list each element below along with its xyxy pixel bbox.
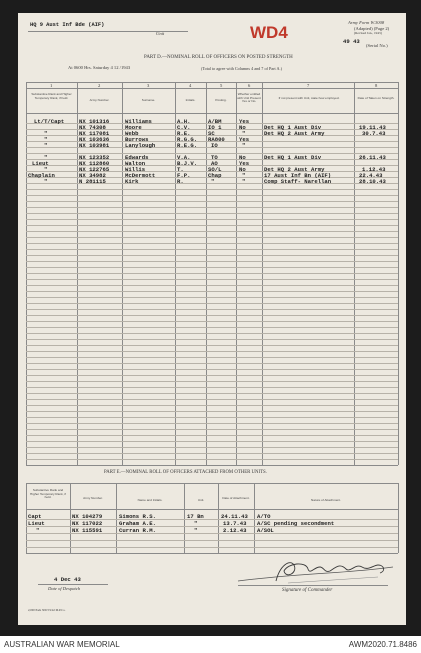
col-line	[70, 483, 71, 553]
col-line	[254, 483, 255, 553]
cell-unit: "	[194, 520, 198, 527]
cell-present: "	[242, 130, 246, 137]
cell-posting: Chap	[208, 172, 222, 179]
cell-surname: Willis	[125, 166, 146, 173]
cell-present: Yes	[239, 118, 250, 125]
cell-surname: Kirk	[125, 178, 139, 185]
part-d-bottom-border	[26, 465, 398, 466]
serial-label: (Serial No.)	[366, 43, 388, 48]
ruled-line	[26, 315, 398, 316]
ruled-line	[26, 213, 398, 214]
col-number: 4	[189, 83, 192, 88]
cell-surname: Lanylough	[125, 142, 156, 149]
cell-date: 19.11.43	[359, 124, 386, 131]
form-ref-3: (Revised Jan., 1943)	[354, 31, 382, 35]
ruled-line	[26, 363, 398, 364]
ruled-line	[26, 447, 398, 448]
e-header-unit: Unit.	[197, 498, 205, 502]
signature-label: Signature of Commander	[282, 588, 333, 593]
col-line	[26, 483, 27, 553]
ruled-line	[26, 231, 398, 232]
cell-army-number: NX 117081	[79, 130, 110, 137]
e-header-nature: Nature of Attachment.	[311, 498, 341, 502]
cell-surname: Williams	[125, 118, 152, 125]
ruled-line	[26, 291, 398, 292]
cell-name: Graham A.E.	[119, 520, 156, 527]
col-header-date: Date of Taken on Strength.	[357, 96, 395, 100]
cell-rank: Capt	[28, 513, 42, 520]
form-sheet	[18, 13, 406, 625]
cell-army-number: NX 122765	[79, 166, 110, 173]
cell-army-number: NX 103981	[79, 142, 110, 149]
ruled-line	[26, 201, 398, 202]
cell-date: 1.12.43	[362, 166, 386, 173]
cell-army-number: NX 34982	[79, 172, 106, 179]
cell-present: No	[239, 124, 246, 131]
cell-rank: Lieut	[28, 520, 45, 527]
cell-unit: "	[194, 527, 198, 534]
col-line	[184, 483, 185, 553]
cell-date: 28.10.43	[359, 178, 386, 185]
col-line	[398, 483, 399, 553]
cell-army-number: NX 104279	[72, 513, 103, 520]
cell-posting: IO	[211, 142, 218, 149]
ruled-line	[26, 249, 398, 250]
ruled-line	[26, 423, 398, 424]
handwritten-signature	[228, 553, 398, 587]
cell-rank: "	[36, 527, 40, 534]
cell-initials: C.V.	[177, 124, 191, 131]
col-number: 7	[307, 83, 310, 88]
ruled-line	[26, 273, 398, 274]
cell-rank: "	[44, 166, 48, 173]
ruled-line	[26, 261, 398, 262]
cell-name: Simons R.S.	[119, 513, 156, 520]
cell-surname: Edwards	[125, 154, 149, 161]
ruled-line	[26, 267, 398, 268]
ruled-line	[26, 327, 398, 328]
col-header-initials: Initials.	[185, 98, 196, 102]
col-number: 1	[50, 83, 53, 88]
ruled-line	[26, 333, 398, 334]
ruled-line	[26, 339, 398, 340]
cell-rank: "	[44, 130, 48, 137]
footer-institution: AUSTRALIAN WAR MEMORIAL	[4, 640, 120, 649]
header-bottom-border	[26, 113, 398, 114]
cell-posting: SO/L	[208, 166, 222, 173]
cell-present: Yes	[239, 160, 250, 167]
cell-initials: R.E.	[177, 130, 191, 137]
col-header-posting: Posting.	[215, 98, 227, 102]
ruled-line	[26, 387, 398, 388]
part-e-header-border	[26, 509, 398, 510]
cell-rank: "	[44, 178, 48, 185]
cell-initials: R.G.G.	[177, 136, 198, 143]
col-number: 6	[248, 83, 251, 88]
cell-surname: Webb	[125, 130, 139, 137]
ruled-line	[26, 411, 398, 412]
col-header-army-number: Army Number.	[89, 98, 110, 102]
wd-stamp: WD4	[250, 23, 288, 42]
cell-initials: A.H.	[177, 118, 191, 125]
cell-present: "	[242, 142, 246, 149]
ruled-line	[26, 417, 398, 418]
ruled-line	[26, 207, 398, 208]
ruled-line	[26, 219, 398, 220]
cell-employed: Det HQ 1 Aust Div	[264, 124, 322, 131]
ruled-line	[26, 435, 398, 436]
cell-present: No	[239, 154, 246, 161]
col-header-present: Whether entitled with Unit Present Yes or No.	[237, 92, 261, 104]
cell-posting: SC	[208, 130, 215, 137]
ruled-line	[26, 255, 398, 256]
e-header-rank: Substantive Rank and Higher Temporary Rank, if held.	[30, 488, 66, 500]
ruled-line	[26, 345, 398, 346]
cell-rank: Lieut	[32, 160, 49, 167]
cell-rank: Lt/T/Capt	[34, 118, 65, 125]
ruled-line	[26, 309, 398, 310]
cell-rank: "	[44, 142, 48, 149]
ruled-line	[26, 459, 398, 460]
col-line	[398, 82, 399, 465]
col-header-rank: Substantive Rank and Higher Temporary Rank, if held.	[31, 92, 72, 100]
serial-number: 49 43	[343, 38, 360, 45]
ruled-line	[26, 225, 398, 226]
cell-nature: A/TO	[257, 513, 271, 520]
col-line	[116, 483, 117, 553]
cell-employed: Det HQ 2 Aust Army	[264, 166, 325, 173]
cell-surname: McDermott	[125, 172, 156, 179]
cell-posting: RA800	[208, 136, 225, 143]
cell-army-number: NX 101316	[79, 118, 110, 125]
cell-initials: F.P.	[177, 172, 191, 179]
cell-army-number: NX 115591	[72, 527, 103, 534]
despatch-label: Date of Despatch	[48, 586, 81, 591]
cell-posting: "	[211, 178, 215, 185]
cell-date: 22.4.43	[359, 172, 383, 179]
e-header-name: Name and Initials.	[137, 498, 163, 502]
col-header-surname: Surname.	[141, 98, 156, 102]
at-time: At 0600 Hrs. Saturday 4 12 /1943	[68, 65, 131, 70]
cell-posting: A/BM	[208, 118, 222, 125]
cell-present: No	[239, 166, 246, 173]
ruled-line	[26, 399, 398, 400]
col-line	[218, 483, 219, 553]
col-number: 8	[375, 83, 378, 88]
cell-posting: TO	[211, 154, 218, 161]
signature-underline	[238, 585, 388, 586]
e-header-army-number: Army Number.	[83, 496, 103, 500]
ruled-line	[26, 375, 398, 376]
ruled-line	[26, 303, 398, 304]
cell-unit: 17 Bn	[187, 513, 204, 520]
col-number: 5	[220, 83, 223, 88]
cell-initials: B.J.V.	[177, 160, 198, 167]
cell-army-number: N 281115	[79, 178, 106, 185]
cell-initials: T.	[177, 166, 184, 173]
ruled-line	[26, 195, 398, 196]
ruled-line	[26, 369, 398, 370]
ruled-line	[26, 540, 398, 541]
cell-employed: Comp Staff- Narellan	[264, 178, 332, 185]
ruled-line	[26, 453, 398, 454]
cell-present: "	[242, 172, 246, 179]
ruled-line	[26, 321, 398, 322]
ruled-line	[26, 189, 398, 190]
cell-surname: Walton	[125, 160, 146, 167]
ruled-line	[26, 429, 398, 430]
printer-note: 2,000 Pads 300/3 9/42 M.P.Co.	[28, 608, 66, 612]
ruled-line	[26, 357, 398, 358]
cell-posting: AO	[211, 160, 218, 167]
cell-present: Yes	[239, 136, 250, 143]
cell-initials: R.	[177, 178, 184, 185]
cell-initials: R.E.G.	[177, 142, 198, 149]
despatch-date: 4 Dec 43	[54, 576, 81, 583]
cell-army-number: NX 117022	[72, 520, 103, 527]
archive-footer	[0, 636, 421, 653]
cell-army-number: NX 74308	[79, 124, 106, 131]
cell-rank: Chaplain	[28, 172, 55, 179]
ruled-line	[26, 237, 398, 238]
cell-army-number: NX 112860	[79, 160, 110, 167]
unit-underline	[28, 31, 188, 32]
ruled-line	[26, 297, 398, 298]
cell-present: "	[242, 178, 246, 185]
cell-date: 26.11.43	[359, 154, 386, 161]
cell-date: 13.7.43	[223, 520, 247, 527]
col-number: 3	[147, 83, 150, 88]
ruled-line	[26, 381, 398, 382]
cell-nature: A/SC pending secondment	[257, 520, 335, 527]
cell-date: 2.12.43	[223, 527, 247, 534]
cell-rank: "	[44, 154, 48, 161]
part-e-title: PART E.—NOMINAL ROLL OF OFFICERS ATTACHED FROM OTHER UNITS.	[104, 470, 267, 475]
ruled-line	[26, 279, 398, 280]
col-number-border	[26, 88, 398, 89]
cell-army-number: NX 103636	[79, 136, 110, 143]
ruled-line	[26, 351, 398, 352]
cell-nature: A/SOL	[257, 527, 274, 534]
cell-posting: IO 1	[208, 124, 222, 131]
cell-surname: Moore	[125, 124, 142, 131]
cell-rank: "	[44, 136, 48, 143]
unit-label: Unit	[156, 31, 165, 36]
form-ref-1: Army Form W.3008	[348, 20, 385, 25]
cell-employed: Det HQ 1 Aust Div	[264, 154, 322, 161]
e-header-date: Date of Attachment.	[222, 496, 250, 500]
cell-employed: Det HQ 2 Aust Army	[264, 130, 325, 137]
cell-initials: V.A.	[177, 154, 191, 161]
cell-surname: Burrows	[125, 136, 149, 143]
cell-name: Curran R.M.	[119, 527, 156, 534]
ruled-line	[26, 547, 398, 548]
ruled-line	[26, 393, 398, 394]
unit-name: HQ 9 Aust Inf Bde (AIF)	[30, 22, 105, 28]
ruled-line	[26, 405, 398, 406]
col-header-employed: If not present with Unit, state how employed.	[278, 96, 340, 100]
col-number: 2	[98, 83, 101, 88]
table-top-border	[26, 82, 398, 83]
cell-date: 24.11.43	[221, 513, 248, 520]
despatch-underline	[38, 584, 108, 585]
form-ref-2: (Adapted) (Page 2)	[354, 26, 390, 31]
ruled-line	[26, 285, 398, 286]
part-e-top-border	[26, 483, 398, 484]
at-note: (Total to agree with Columns 4 and 7 of Part A.)	[201, 66, 282, 71]
cell-army-number: NX 123352	[79, 154, 110, 161]
ruled-line	[26, 441, 398, 442]
footer-catalogue-number: AWM2020.71.8486	[348, 640, 417, 649]
cell-date: 30.7.43	[362, 130, 386, 137]
part-d-title: PART D.—NOMINAL ROLL OF OFFICERS ON POSTED STRENGTH	[144, 55, 293, 60]
ruled-line	[26, 243, 398, 244]
cell-employed: 17 Aust Inf Bn (AIF)	[264, 172, 332, 179]
